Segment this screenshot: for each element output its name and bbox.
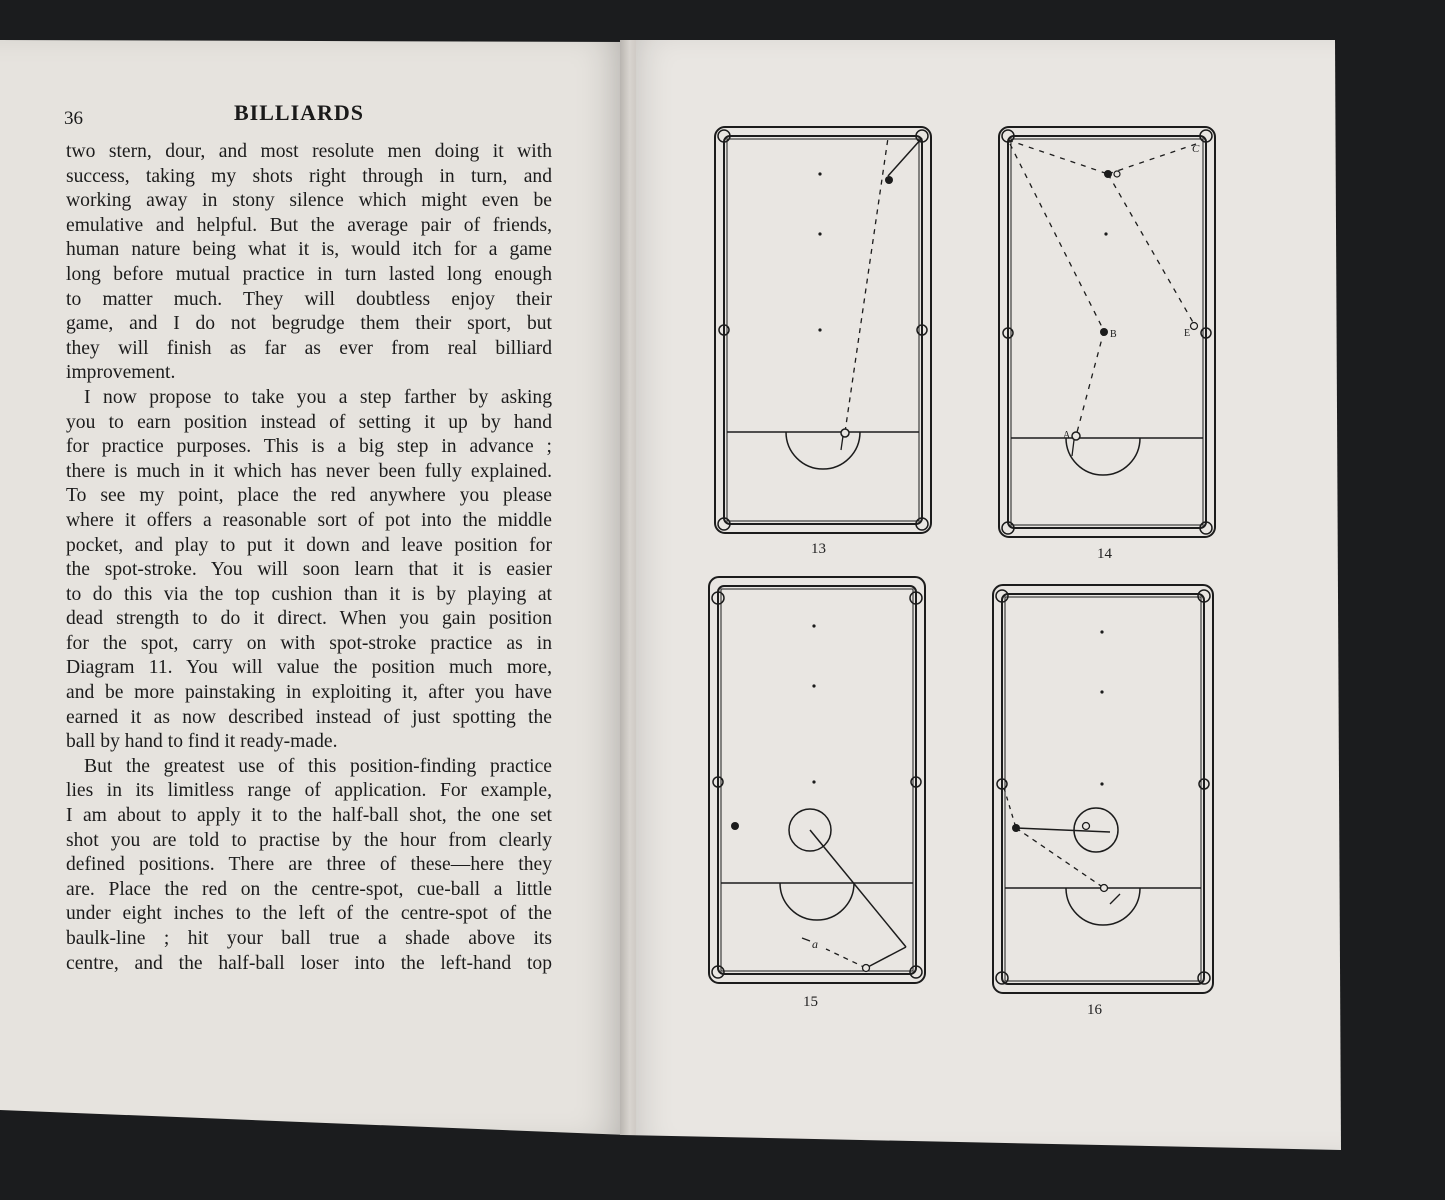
text-line: under eight inches to the left of the centre-spot of the — [66, 903, 552, 925]
label-e: E — [1184, 328, 1191, 339]
text-line: to do this via the top cushion than it is by playing at — [66, 583, 552, 605]
text-line: human nature being what it is, would itch for a game — [66, 239, 552, 261]
label-b: B — [1110, 329, 1117, 340]
diagram-15 — [706, 574, 928, 986]
text-line: for practice purposes. This is a big step in advance ; — [66, 436, 552, 458]
text-line: for the spot, carry on with spot-stroke practice as in — [66, 632, 552, 654]
text-line: I am about to apply it to the half-ball shot, the one set — [66, 805, 552, 827]
text-line: lies in its limitless range of application. For example, — [66, 780, 552, 802]
text-line: to matter much. They will doubtless enjoy their — [66, 288, 552, 310]
text-line: working away in stony silence which might even be — [66, 190, 552, 212]
text-line: the spot-stroke. You will soon learn that it is easier — [66, 559, 552, 581]
text-line: long before mutual practice in turn lasted long enough — [66, 263, 552, 285]
text-line: they will finish as far as ever from real billiard — [66, 337, 552, 359]
text-line: success, taking my shots right through in turn, and — [66, 165, 552, 187]
diagram-13 — [712, 124, 934, 536]
text-line: pocket, and play to put it down and leave position for — [66, 534, 552, 556]
diagram-16 — [990, 582, 1216, 996]
billiard-table-13 — [712, 124, 934, 536]
text-line: shot you are told to practise by the hour from clearly — [66, 829, 552, 851]
text-line: But the greatest use of this position-finding practice — [84, 755, 552, 777]
billiard-table-14 — [996, 124, 1218, 540]
diagram-14 — [996, 124, 1218, 540]
diagram-16-caption: 16 — [1087, 1002, 1102, 1018]
text-line: defined positions. There are three of these—here they — [66, 854, 552, 876]
text-line: there is much in it which has never been fully explained. — [66, 460, 552, 482]
diagram-15-caption: 15 — [803, 994, 818, 1010]
label-c: C — [1192, 143, 1200, 155]
text-line: centre, and the half-ball loser into the left-hand top — [66, 952, 552, 974]
book-gutter — [620, 40, 636, 1135]
text-line: two stern, dour, and most resolute men doing it with — [66, 141, 552, 162]
text-line: improvement. — [66, 362, 176, 384]
page-number: 36 — [64, 108, 83, 129]
text-line: ball by hand to find it ready-made. — [66, 731, 338, 753]
text-line: you to earn position instead of setting it up by hand — [66, 411, 552, 433]
text-line: where it offers a reasonable sort of pot into the middle — [66, 509, 552, 531]
page-header — [64, 100, 554, 130]
billiard-table-15 — [706, 574, 928, 986]
text-line: and be more painstaking in exploiting it, after you have — [66, 682, 552, 704]
text-line: I now propose to take you a step farther by asking — [84, 386, 552, 408]
text-line: To see my point, place the red anywhere you please — [66, 485, 552, 507]
text-line: emulative and helpful. But the average pair of friends, — [66, 214, 552, 236]
text-line: are. Place the red on the centre-spot, cue-ball a little — [66, 878, 552, 900]
running-head: BILLIARDS — [234, 100, 365, 125]
label-a: A — [1063, 430, 1071, 441]
text-line: Diagram 11. You will value the position much more, — [66, 657, 552, 679]
text-line: dead strength to do it direct. When you gain position — [66, 608, 552, 630]
text-line: baulk-line ; hit your ball true a shade above its — [66, 928, 552, 949]
label-a-15: a — [812, 937, 818, 951]
text-line: earned it as now described instead of just spotting the — [66, 706, 552, 728]
diagram-13-caption: 13 — [811, 541, 826, 557]
body-text — [66, 140, 552, 976]
diagram-14-caption: 14 — [1097, 546, 1112, 562]
text-line: game, and I do not begrudge them their sport, but — [66, 313, 552, 335]
billiard-table-16 — [990, 582, 1216, 996]
